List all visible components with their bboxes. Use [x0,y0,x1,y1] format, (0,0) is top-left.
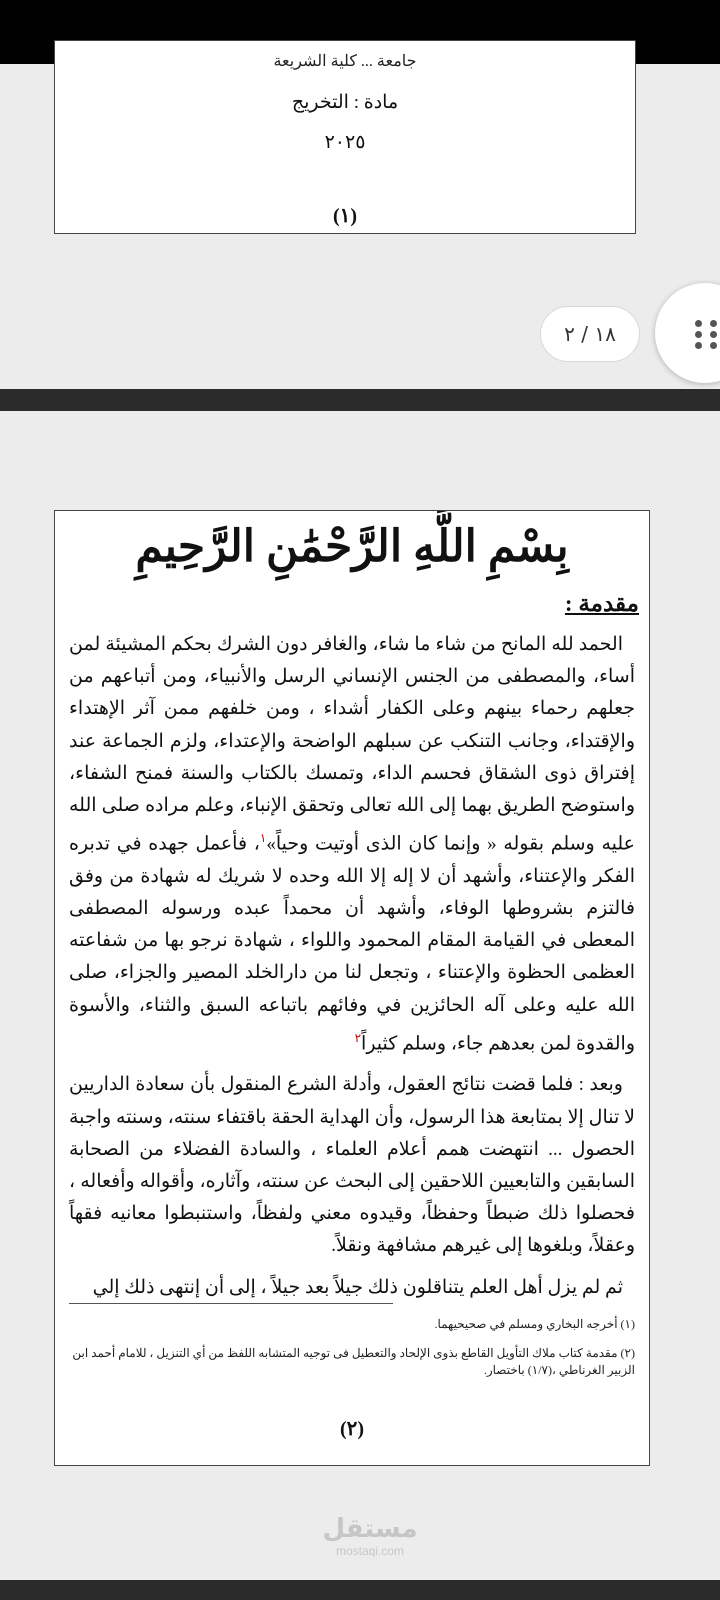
footnote-separator [69,1303,393,1304]
page1-partial-line: جامعة ... كلية الشريعة [273,53,417,70]
document-page-2 [54,510,650,1466]
paragraph-2: وبعد : فلما قضت نتائج العقول، وأدلة الشرع المنقول بأن سعادة الداريين لا تنال إلا بمتابعة هذا الرسول، وأن الهداية الحقة باقتفاء سنته، وسنته واجبة الحصول ... انتهضت همم أعلام العلماء ، والسادة الفضلاء من الصحابة السابقين والتابعيين اللاحقين إلى البحث عن سنته، وآثاره، وأقواله وأفعاله ، فحصلوا ذلك ضبطاً وحفظاً، وقيدوه معني ولفظاً، واستنبطوا معانيه فقهاً وعقلاً، وبلغوها إلى غيرهم مشافهة ونقلاً. [69,1074,635,1257]
page1-year: ٢٠٢٥ [324,132,366,153]
footnotes [69,1316,635,1391]
watermark-arabic: مستقل [322,1514,418,1544]
basmala: بِسْمِ اللَّهِ الرَّحْمَٰنِ الرَّحِيمِ [135,522,569,571]
footnote-1: (١) أخرجه البخاري ومسلم في صحيحيهما. [434,1317,635,1331]
section-heading: مقدمة : [564,591,639,616]
bottom-bar [0,1580,720,1600]
page-indicator-text: ١٨ / ٢ [564,322,616,346]
page-separator-bar [0,389,720,411]
page-body [69,629,635,1313]
page1-subject-line: مادة : التخريج [291,92,399,113]
footnote-ref-1[interactable]: ١ [259,831,267,846]
paragraph-1-part-b: ، فأعمل جهده في تدبره الفكر والإعتناء، وأشهد أن لا إله إلا الله وحده لا شريك له شهادة من وفق فالتزم بشروطها الوفاء، وأشهد أن محمداً عبده ورسوله المصطفى المعطى في القيامة المقام المحمود واللواء ، شهادة نرجو بها من شفاعته العظمى الحظوة والإعتناء ، وتجعل لنا من دارالخلد المصير والجزاء، صلى الله عليه وعلى آله الحائزين في وفائهم باتباعه السبق والثناء، والأسوة والقدوة لمن بعدهم جاء، وسلم كثيراً [69,833,635,1055]
paragraph-1-part-a: الحمد لله المانح من شاء ما شاء، والغافر دون الشرك بحكم المشيئة لمن أساء، والمصطفى من الجنس الإنساني الرسل والأنبياء، ومن أتباعهم من جعلهم رحماء بينهم وعلى الكفار أشداء ، ومن خلفهم ممن آثر الإهتداء والإقتداء، وجانب التنكب عن سبلهم الواضحة والإعتداء، ولزم الجماعة عند إفتراق ذوى الشقاق فحسم الداء، وتمسك بالكتاب والسنة فمنح الشفاء، واستوضح الطريق بهما إلى الله تعالى وتحقق الإنباء، وعلم مراده صلى الله عليه وسلم بقوله « وإنما كان الذى أوتيت وحياً» [69,634,635,855]
mostaql-watermark [310,1514,430,1558]
page-indicator [540,306,640,362]
paragraph-3: ثم لم يزل أهل العلم يتناقلون ذلك جيلاً بعد جيلاً ، إلى أن إنتهى ذلك إلي [92,1276,623,1298]
grid-dots-icon[interactable] [695,320,719,350]
footnote-ref-2[interactable]: ٢ [354,1030,362,1045]
page2-number: (٢) [339,1418,365,1440]
paragraph-1 [69,629,635,1060]
footnote-2: (٢) مقدمة كتاب ملاك التأويل القاطع بذوى الإلحاد والتعطيل فى توجيه المتشابه اللفظ من أي التنزيل ، للامام أحمد ابن الزبير الغرناطي ،(١/٧) باختصار. [72,1346,635,1377]
watermark-latin: mostaqi.com [335,1544,405,1558]
page1-number: (١) [332,205,358,227]
document-page-1 [54,40,636,234]
